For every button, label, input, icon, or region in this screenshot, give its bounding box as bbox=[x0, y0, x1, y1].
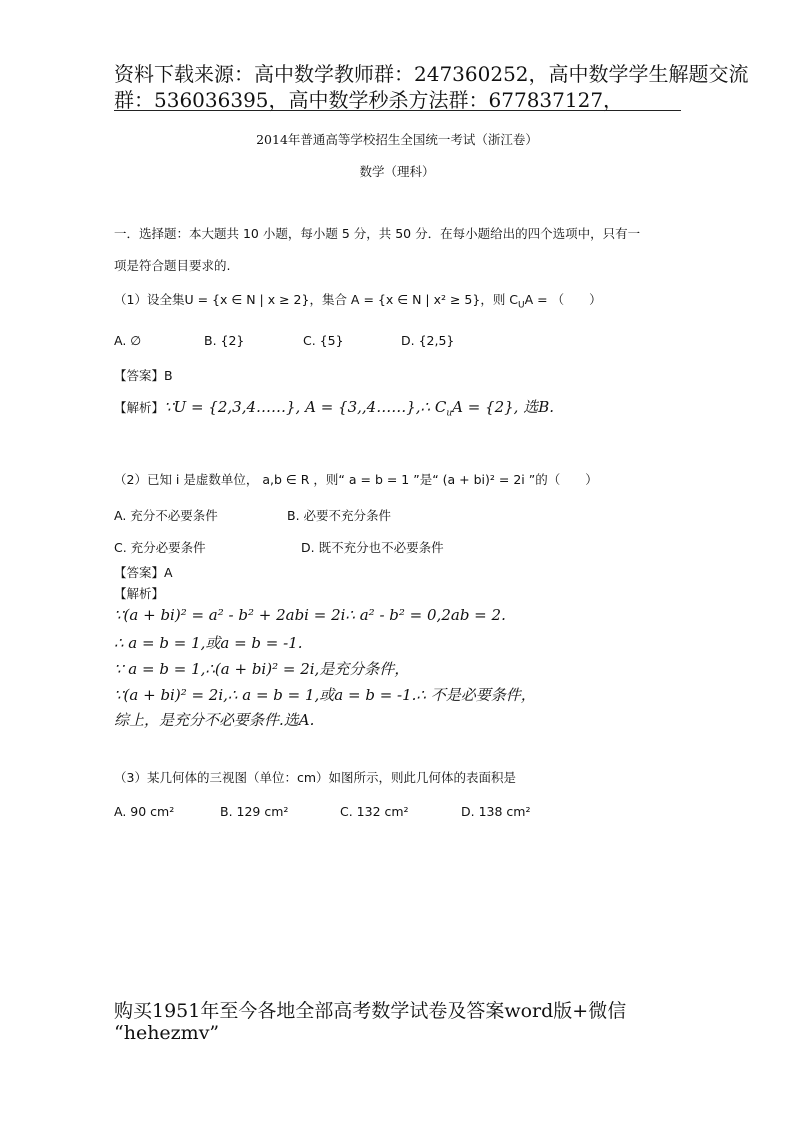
q1-stem-text: （1）设全集U = {x ∈ N | x ≥ 2}，集合 A = {x ∈ N | x² ≥ 5}，则 C bbox=[114, 292, 519, 307]
q2-analysis-label: 【解析】 bbox=[114, 586, 165, 601]
q1-option-a: A. ∅ bbox=[114, 333, 142, 348]
q1-option-c: C. {5} bbox=[303, 333, 344, 348]
q2-answer: 【答案】A bbox=[114, 565, 173, 580]
q1-stem-tail: A = （ ） bbox=[524, 292, 602, 307]
q1-analysis bbox=[114, 396, 554, 419]
footer-line-2: “hehezmv” bbox=[114, 1022, 220, 1044]
section-intro-line-2: 项是符合题目要求的. bbox=[114, 258, 231, 273]
q3-option-a: A. 90 cm² bbox=[114, 804, 175, 819]
q1-answer: 【答案】B bbox=[114, 368, 173, 383]
q2-option-b: B. 必要不充分条件 bbox=[287, 508, 392, 523]
q3-stem: （3）某几何体的三视图（单位：cm）如图所示，则此几何体的表面积是 bbox=[114, 770, 517, 785]
header-divider bbox=[114, 110, 681, 111]
q2-analysis-line-3: ∵ a = b = 1,∴(a + bi)² = 2i,是充分条件， bbox=[114, 660, 410, 678]
q2-analysis-line-4: ∵(a + bi)² = 2i,∴ a = b = 1,或a = b = -1.∴ 不是必要条件， bbox=[114, 686, 536, 704]
section-intro-line-1: 一．选择题：本大题共 10 小题，每小题 5 分，共 50 分．在每小题给出的四个选项中，只有一 bbox=[114, 226, 641, 241]
q2-option-a: A. 充分不必要条件 bbox=[114, 508, 218, 523]
q1-option-b: B. {2} bbox=[204, 333, 245, 348]
q1-analysis-label: 【解析】 bbox=[114, 400, 165, 415]
q2-option-c: C. 充分必要条件 bbox=[114, 540, 206, 555]
q1-analysis-tail: A = {2}, 选B. bbox=[452, 398, 555, 416]
q3-option-d: D. 138 cm² bbox=[461, 804, 531, 819]
q2-analysis-line-2: ∴ a = b = 1,或a = b = -1. bbox=[114, 634, 303, 652]
q2-analysis-line-5: 综上，是充分不必要条件.选A. bbox=[114, 711, 315, 729]
exam-subtitle: 数学（理科） bbox=[359, 164, 435, 179]
q1-stem bbox=[114, 290, 602, 311]
q1-analysis-text: ∵U = {2,3,4……}, A = {3,,4……},∴ C bbox=[164, 398, 447, 416]
exam-title: 2014年普通高等学校招生全国统一考试（浙江卷） bbox=[256, 132, 538, 147]
q2-stem: （2）已知 i 是虚数单位， a,b ∈ R ，则“ a = b = 1 ”是“ (a + bi)² = 2i ”的（ ） bbox=[114, 472, 598, 487]
q3-option-b: B. 129 cm² bbox=[220, 804, 289, 819]
q1-option-d: D. {2,5} bbox=[401, 333, 455, 348]
q2-option-d: D. 既不充分也不必要条件 bbox=[301, 540, 444, 555]
q1-stem-sub: U bbox=[518, 300, 525, 311]
footer-line-1: 购买1951年至今各地全部高考数学试卷及答案word版+微信 bbox=[114, 1000, 627, 1022]
q2-analysis-line-1: ∵(a + bi)² = a² - b² + 2abi = 2i∴ a² - b² = 0,2ab = 2. bbox=[114, 606, 506, 624]
header-line-2: 群：536036395，高中数学秒杀方法群：677837127， bbox=[114, 88, 624, 112]
q3-option-c: C. 132 cm² bbox=[340, 804, 409, 819]
header-line-1: 资料下载来源：高中数学教师群：247360252，高中数学学生解题交流 bbox=[114, 62, 749, 86]
q1-analysis-sub: u bbox=[446, 408, 453, 419]
